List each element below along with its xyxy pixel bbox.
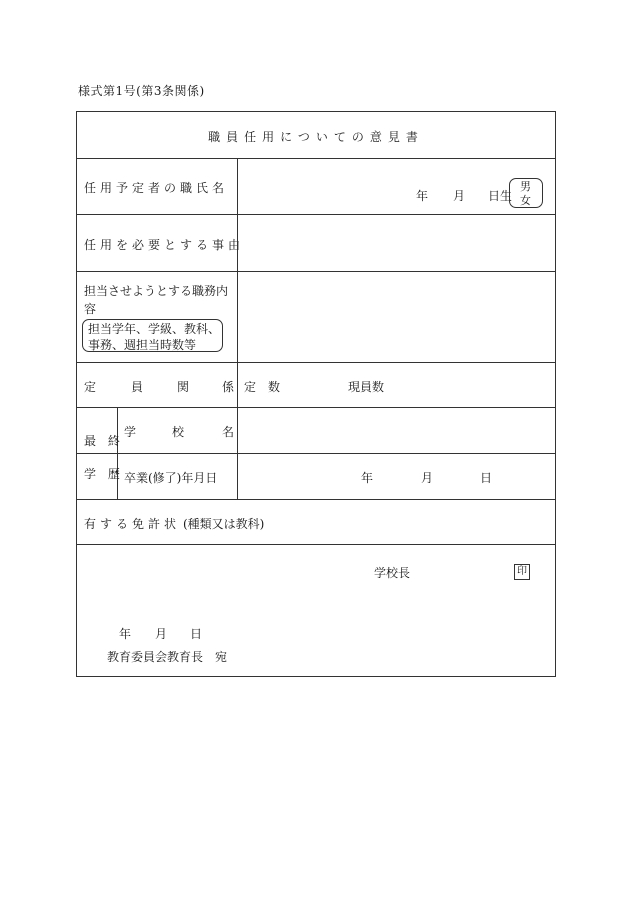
school-label-char: 学 (124, 425, 137, 439)
current-staff-label: 現員数 (348, 380, 385, 394)
staffing-row (77, 363, 555, 408)
license-note: (種類又は教科) (183, 517, 265, 531)
duties-note-line1: 担当学年、学級、教科、 (88, 322, 221, 336)
quota-label: 定 数 (244, 380, 281, 394)
duties-label-line1: 担当させようとする職務内 (84, 284, 229, 298)
footer-day-label: 日 (190, 627, 203, 641)
form-title: 職員任用についての意見書 (208, 130, 424, 144)
license-label: 有する免許状 (84, 517, 181, 531)
birth-month-label: 月 (453, 189, 466, 203)
opinion-form-table (76, 111, 556, 677)
graduation-label: 卒業(修了)年月日 (124, 471, 218, 485)
graduation-day-label: 日 (480, 471, 493, 485)
education-group-line2: 学 歴 (84, 467, 124, 481)
birth-day-label: 日生 (488, 189, 513, 203)
footer-year-label: 年 (119, 627, 132, 641)
appointee-row (77, 159, 555, 215)
staffing-label-char: 係 (222, 380, 235, 394)
duties-label-line2: 容 (84, 302, 97, 316)
birth-year-label: 年 (416, 189, 429, 203)
graduation-year-label: 年 (361, 471, 374, 485)
school-label-char: 名 (222, 425, 235, 439)
sex-male-option[interactable]: 男 (520, 180, 531, 193)
principal-label: 学校長 (374, 566, 411, 580)
staffing-label-char: 関 (177, 380, 190, 394)
title-row (77, 112, 555, 159)
duties-row (77, 272, 555, 363)
license-row (77, 500, 555, 545)
reason-row (77, 215, 555, 272)
appointee-label: 任用予定者の職氏名 (84, 181, 229, 195)
staffing-label-char: 員 (131, 380, 144, 394)
education-school-row (77, 408, 555, 454)
graduation-month-label: 月 (421, 471, 434, 485)
seal-mark: 印 (514, 564, 530, 580)
footer-month-label: 月 (155, 627, 168, 641)
reason-label: 任用を必要とする事由 (84, 238, 245, 252)
education-graduation-row (77, 454, 555, 500)
sex-female-option[interactable]: 女 (520, 194, 531, 207)
staffing-label-char: 定 (84, 380, 97, 394)
duties-note-line2: 事務、週担当時数等 (88, 338, 197, 352)
addressee-label: 教育委員会教育長 宛 (107, 650, 228, 664)
footer-area (77, 545, 555, 676)
education-group-line1: 最 終 (84, 434, 124, 448)
school-label-char: 校 (172, 425, 185, 439)
form-number: 様式第1号(第3条関係) (78, 84, 205, 98)
